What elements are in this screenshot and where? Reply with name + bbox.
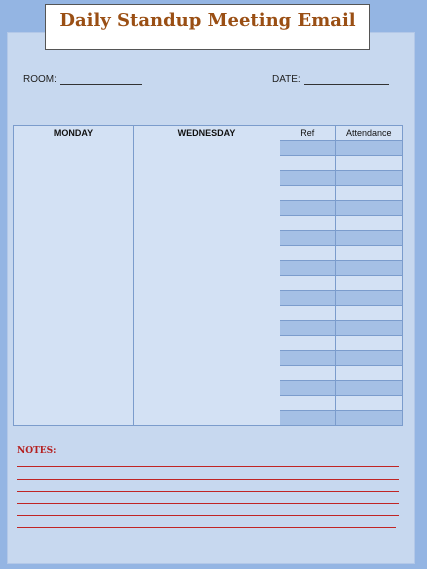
attendance-rows: [280, 141, 402, 426]
table-row: [280, 216, 402, 231]
attendance-header: Attendance: [346, 128, 392, 138]
date-blank-line: [304, 74, 389, 85]
table-row: [280, 261, 402, 276]
attendance-cell: [336, 336, 402, 350]
attendance-cell: [336, 186, 402, 200]
ref-cell: [280, 276, 336, 290]
attendance-cell: [336, 216, 402, 230]
notes-line: [17, 527, 396, 528]
ref-cell: [280, 261, 336, 275]
wednesday-column: [133, 126, 281, 425]
attendance-cell: [336, 201, 402, 215]
ref-attendance-header: [280, 126, 402, 141]
table-row: [280, 246, 402, 261]
monday-header: MONDAY: [53, 128, 94, 138]
notes-line: [17, 479, 399, 480]
table-row: [280, 351, 402, 366]
attendance-cell: [336, 381, 402, 395]
attendance-cell: [336, 321, 402, 335]
title-box: [45, 4, 370, 50]
attendance-cell: [336, 261, 402, 275]
ref-cell: [280, 366, 336, 380]
table-row: [280, 141, 402, 156]
attendance-cell: [336, 276, 402, 290]
ref-cell: [280, 141, 336, 155]
ref-attendance-table: [280, 126, 402, 425]
schedule-table: [13, 125, 403, 426]
table-row: [280, 396, 402, 411]
table-row: [280, 276, 402, 291]
attendance-cell: [336, 411, 402, 425]
table-row: [280, 186, 402, 201]
attendance-cell: [336, 291, 402, 305]
table-row: [280, 321, 402, 336]
attendance-cell: [336, 306, 402, 320]
ref-cell: [280, 306, 336, 320]
table-row: [280, 366, 402, 381]
table-row: [280, 291, 402, 306]
attendance-cell: [336, 396, 402, 410]
ref-cell: [280, 351, 336, 365]
wednesday-header: WEDNESDAY: [177, 128, 236, 138]
ref-cell: [280, 216, 336, 230]
date-field-overlay: [272, 74, 389, 85]
table-row: [280, 306, 402, 321]
ref-cell: [280, 231, 336, 245]
notes-line: [17, 466, 399, 467]
ref-cell: [280, 156, 336, 170]
room-label: ROOM:: [23, 74, 57, 85]
attendance-cell: [336, 156, 402, 170]
table-row: [280, 336, 402, 351]
notes-line: [17, 515, 399, 516]
attendance-cell: [336, 171, 402, 185]
attendance-cell: [336, 141, 402, 155]
ref-cell: [280, 381, 336, 395]
ref-cell: [280, 201, 336, 215]
attendance-cell: [336, 351, 402, 365]
notes-line: [17, 503, 399, 504]
table-row: [280, 156, 402, 171]
table-row: [280, 381, 402, 396]
page-title: Daily Standup Meeting Email: [59, 9, 356, 31]
ref-cell: [280, 246, 336, 260]
ref-cell: [280, 291, 336, 305]
ref-cell: [280, 396, 336, 410]
table-row: [280, 231, 402, 246]
table-row: [280, 411, 402, 426]
ref-cell: [280, 336, 336, 350]
notes-label: NOTES:: [17, 446, 57, 456]
ref-header: Ref: [280, 126, 336, 140]
ref-cell: [280, 321, 336, 335]
attendance-cell: [336, 366, 402, 380]
table-row: [280, 171, 402, 186]
notes-line: [17, 491, 399, 492]
room-blank-line: [60, 74, 142, 85]
attendance-cell: [336, 246, 402, 260]
ref-cell: [280, 411, 336, 425]
table-row: [280, 201, 402, 216]
ref-cell: [280, 171, 336, 185]
room-field-overlay: [23, 74, 142, 85]
attendance-cell: [336, 231, 402, 245]
monday-column: [14, 126, 134, 425]
date-label: DATE:: [272, 74, 301, 85]
ref-cell: [280, 186, 336, 200]
